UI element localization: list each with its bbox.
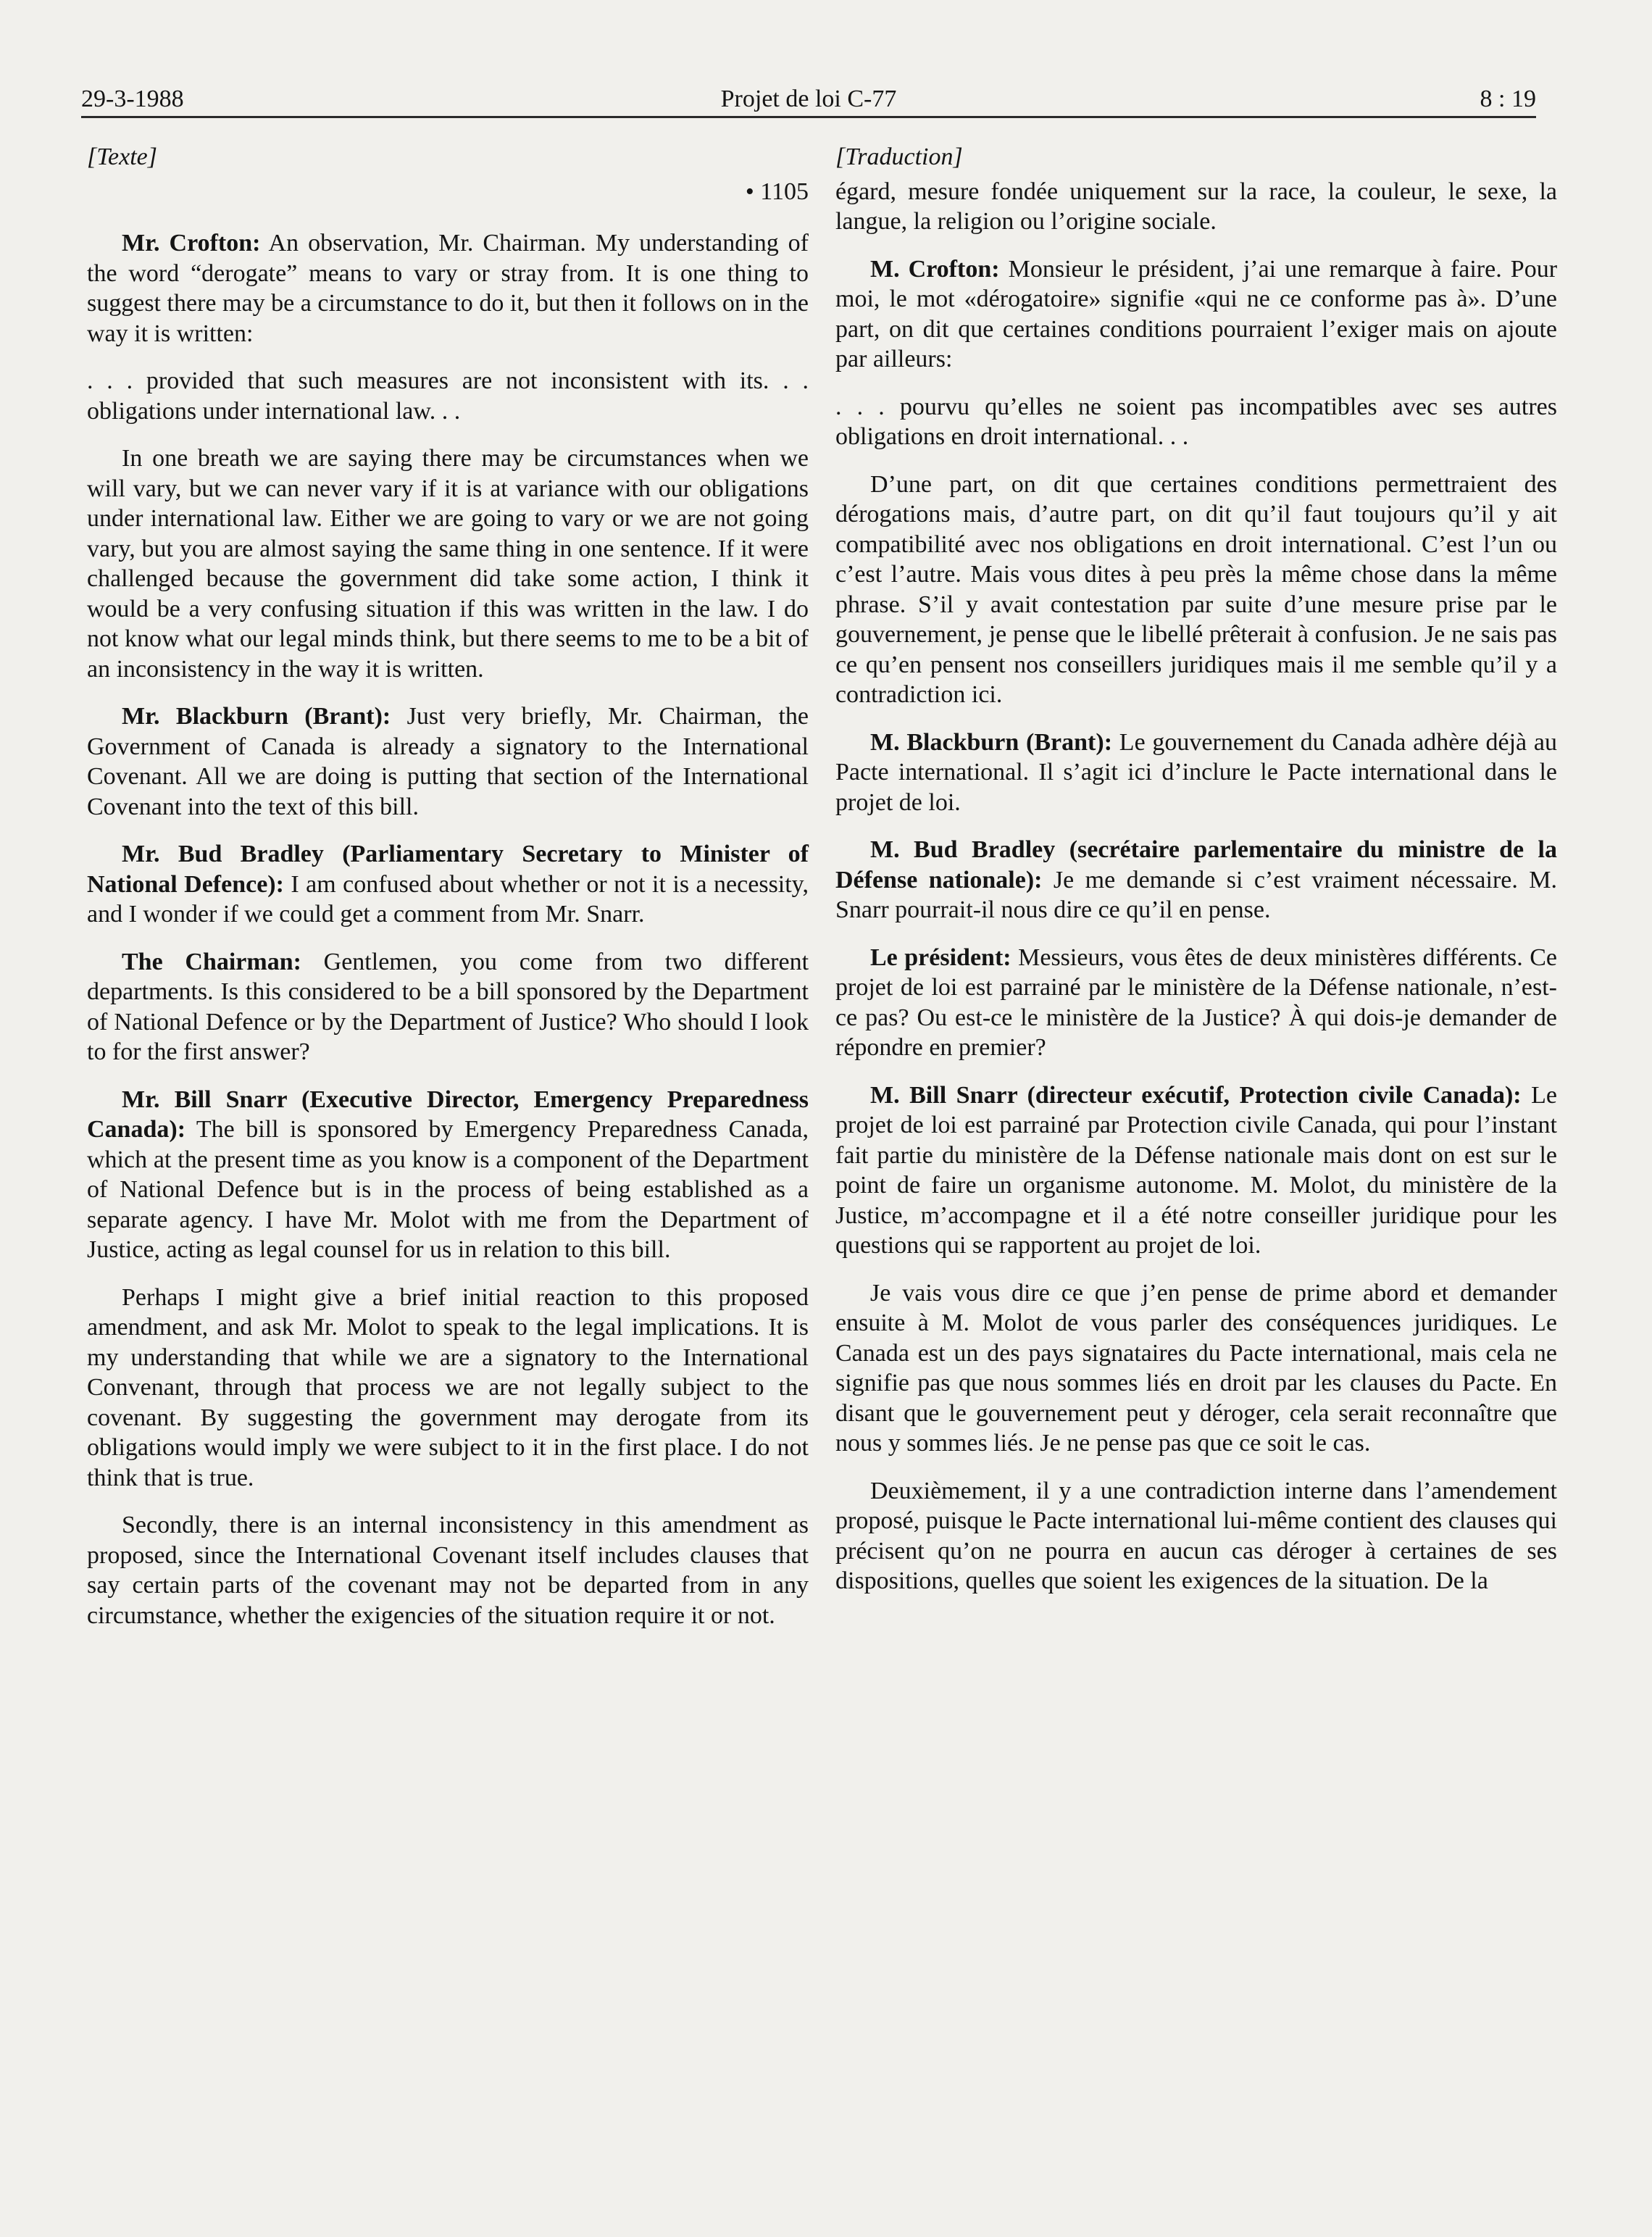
transcript-paragraph (87, 1283, 809, 1494)
transcript-paragraph (87, 228, 809, 349)
paragraph-text: Le gouvernement du Canada adhère déjà au Pacte international. Il s’agit ici d’inclure le Pacte international dans le projet de loi. (835, 728, 1557, 816)
time-marker: • 1105 (745, 178, 809, 205)
column-label: [Traduction] (835, 143, 963, 170)
transcript-paragraph (87, 366, 809, 426)
header-date: 29-3-1988 (81, 86, 184, 112)
paragraph-text: An observation, Mr. Chairman. My understanding of the word “derogate” means to vary or stray from. It is one thing to suggest there may be a circumstance to do it, but then it follows on in the way it is written: (87, 230, 809, 347)
paragraph-text: In one breath we are saying there may be circumstances when we will vary, but we can never vary if it is at variance with our obligations under international law. Either we are going to vary or we are not going vary, but you are almost saying the same thing in one sentence. If it were challenged because the government did take some action, I think it would be a very confusing situation if this was written in the law. I do not know what our legal minds think, but there seems to me to be a bit of an inconsistency in the way it is written. (87, 445, 809, 683)
transcript-paragraph (835, 392, 1557, 452)
transcript-paragraph (87, 947, 809, 1067)
transcript-paragraph (835, 1278, 1557, 1459)
speaker-name: Mr. Blackburn (Brant): (122, 703, 391, 730)
left-column-english (87, 142, 809, 1648)
transcript-paragraph (87, 1085, 809, 1265)
paragraph-text: Perhaps I might give a brief initial reaction to this proposed amendment, and ask Mr. Molot to speak to the legal implications. It is my understanding that while we are a signatory to the International Convenant, through that process we are not legally subject to the covenant. By suggesting the government may derogate from its obligations would imply we were subject to it in the first place. I do not think that is true. (87, 1283, 809, 1491)
paragraph-text: Messieurs, vous êtes de deux ministères différents. Ce projet de loi est parrainé par le ministère de la Défense nationale, n’est-ce pas? Ou est-ce le ministère de la Justice? À qui dois-je demander de répondre en premier? (835, 943, 1558, 1061)
speaker-name: Mr. Bud Bradley (Parliamentary Secretary to Minister of National Defence): (87, 841, 809, 898)
speaker-name: Mr. Bill Snarr (Executive Director, Emergency Preparedness Canada): (87, 1086, 809, 1143)
column-label-text: Texte (96, 143, 148, 170)
paragraph-text: Je vais vous dire ce que j’en pense de prime abord et demander ensuite à M. Molot de vous parler des conséquences juridiques. Le Canada est un des pays signataires du Pacte international, mais cela ne signifie pas que nous sommes liés en droit par les clauses du Pacte. En disant que le gouvernement peut y déroger, cela serait reconnaître que nous y sommes liés. Je ne pense pas que ce soit le cas. (835, 1279, 1557, 1457)
transcript-paragraph (87, 701, 809, 822)
column-label-text: Traduction (845, 143, 954, 170)
transcript-paragraph (835, 943, 1557, 1063)
speaker-name: M. Bill Snarr (directeur exécutif, Protection civile Canada): (870, 1081, 1522, 1109)
paragraph-text: égard, mesure fondée uniquement sur la race, la couleur, le sexe, la langue, la religion ou l’origine sociale. (835, 178, 1557, 235)
paragraph-text: Le projet de loi est parrainé par Protection civile Canada, qui pour l’instant fait partie du ministère de la Défense nationale mais dont on est sur le point de faire un organisme autonome. M. Molot, du ministère de la Justice, m’accompagne et il a été notre conseiller juridique pour les questions qui se rapportent au projet de loi. (835, 1081, 1558, 1259)
page-header (81, 86, 1536, 119)
speaker-name: Le président: (870, 943, 1011, 971)
transcript-paragraph (87, 839, 809, 930)
header-rule (81, 116, 1536, 118)
speaker-name: Mr. Crofton: (122, 230, 261, 257)
paragraph-text: . . . provided that such measures are not inconsistent with its. . . obligations under international law. . . (87, 367, 809, 425)
paragraph-text: Just very briefly, Mr. Chairman, the Government of Canada is already a signatory to the International Covenant. All we are doing is putting that section of the International Covenant into the text of this bill. (87, 703, 809, 820)
speaker-name: The Chairman: (122, 948, 301, 975)
transcript-paragraph (87, 1510, 809, 1630)
right-column-french (835, 142, 1557, 1614)
speaker-name: M. Blackburn (Brant): (870, 728, 1113, 756)
left-paragraphs (87, 228, 809, 1630)
header-title: Projet de loi C-77 (720, 86, 897, 112)
paragraph-text: D’une part, on dit que certaines conditions permettraient des dérogations mais, d’autre part, on dit qu’il faut toujours qu’il y ait compatibilité avec nos obligations en droit international. C’est l’un ou c’est l’autre. Mais vous dites à peu près la même chose dans la même phrase. S’il y avait contestation par suite d’une mesure prise par le gouvernement, je pense que le libellé prêterait à confusion. Je ne sais pas ce qu’en pensent nos conseillers juridiques mais il me semble qu’il y a contradiction ici. (835, 470, 1557, 708)
column-label: [Texte] (87, 143, 157, 170)
paragraph-text: Gentlemen, you come from two different departments. Is this considered to be a bill sponsored by the Department of National Defence or by the Department of Justice? Who should I look to for the first answer? (87, 948, 809, 1065)
transcript-paragraph (835, 1080, 1557, 1261)
right-paragraphs (835, 177, 1557, 1596)
transcript-paragraph (87, 443, 809, 684)
transcript-paragraph (835, 177, 1557, 237)
paragraph-text: Deuxièmement, il y a une contradiction interne dans l’amendement proposé, puisque le Pacte international lui-même contient des clauses qui précisent qu’on ne pourra en aucun cas déroger à certaines de ses dispositions, quelles que soient les exigences de la situation. De la (835, 1477, 1557, 1594)
paragraph-text: Secondly, there is an internal inconsistency in this amendment as proposed, since the International Covenant itself includes clauses that say certain parts of the covenant may not be departed from in any circumstance, whether the exigencies of the situation require it or not. (87, 1512, 809, 1629)
header-page-number: 8 : 19 (1480, 86, 1536, 112)
transcript-paragraph (835, 835, 1557, 925)
paragraph-text: . . . pourvu qu’elles ne soient pas incompatibles avec ses autres obligations en droit international. . . (835, 393, 1557, 450)
transcript-paragraph (835, 1476, 1557, 1596)
paragraph-text: Monsieur le président, j’ai une remarque à faire. Pour moi, le mot «dérogatoire» signifie «qui ne ce conforme pas à». D’une part, on dit que certaines conditions pourraient l’exiger mais on ajoute par ailleurs: (835, 255, 1558, 372)
speaker-name: M. Bud Bradley (secrétaire parlementaire du ministre de la Défense nationale): (835, 836, 1557, 893)
speaker-name: M. Crofton: (870, 255, 1000, 283)
transcript-paragraph (835, 254, 1557, 375)
transcript-paragraph (835, 470, 1557, 710)
paragraph-text: The bill is sponsored by Emergency Preparedness Canada, which at the present time as you know is a component of the Department of National Defence but is in the process of being established as a separate agency. I have Mr. Molot with me from the Department of Justice, acting as legal counsel for us in relation to this bill. (87, 1116, 809, 1263)
paragraph-text: I am confused about whether or not it is a necessity, and I wonder if we could get a comment from Mr. Snarr. (87, 870, 809, 928)
paragraph-text: Je me demande si c’est vraiment nécessaire. M. Snarr pourrait-il nous dire ce qu’il en pense. (835, 866, 1558, 923)
transcript-paragraph (835, 728, 1557, 818)
